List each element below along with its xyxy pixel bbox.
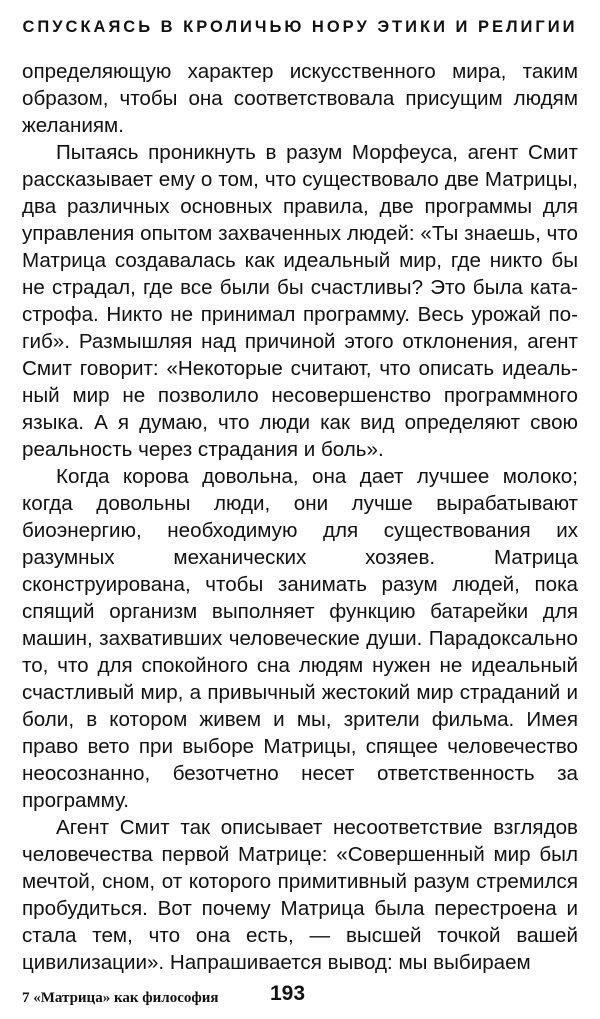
paragraph: Когда корова довольна, она дает лучшее молоко; когда довольны люди, они лучше вырабатывают биоэнергию, необходимую для существования их разумных механических хозяев. Матрица сконструирована, чтобы занимать разум людей, пока спящий организм выполняет функцию батарейки для машин, захвативших человеческие души. Парадоксально то, что для спокойного сна людям нужен не идеальный счастливый мир, а привычный жестокий мир страданий и боли, в котором живем и мы, зрители фильма. Имея право вето при выборе Матрицы, спящее человечество неосознанно, безотчетно несет ответственность за программу. (22, 465, 578, 812)
body-text (22, 58, 578, 976)
paragraph-continued: определяющую характер искусственного мира, таким образом, чтобы она соответствовала присущим людям желаниям. (22, 60, 578, 137)
paragraph: Пытаясь проникнуть в разум Морфеуса, агент Смит рассказывает ему о том, что существовало две Матрицы, два различных основных правила, две программы для управления опытом захваченных людей: «Ты знаешь, что Матрица создавалась как идеальный мир, где никто бы не страдал, где все были бы счастливы? Это была катастрофа. Никто не принимал программу. Весь урожай погиб». Размышляя над причиной этого отклонения, агент Смит говорит: «Некоторые считают, что описать идеальный мир не позволило несовершенство программного языка. А я думаю, что люди как вид определяют свою реальность через страдания и боль». (22, 141, 578, 461)
printer-signature: 7 «Матрица» как философия (22, 990, 219, 1006)
running-head: СПУСКАЯСЬ В КРОЛИЧЬЮ НОРУ ЭТИКИ И РЕЛИГИИ (22, 18, 578, 36)
page-footer (22, 982, 578, 1012)
paragraph: Агент Смит так описывает несоответствие взглядов человечества первой Матрице: «Совершенный мир был мечтой, сном, от которого примитивный разум стремился пробудиться. Вот почему Матрица была перестроена и стала тем, что она есть, — высшей точкой вашей цивилизации». Напрашивается вывод: мы выбираем (22, 816, 578, 974)
page-number: 193 (270, 982, 306, 1005)
